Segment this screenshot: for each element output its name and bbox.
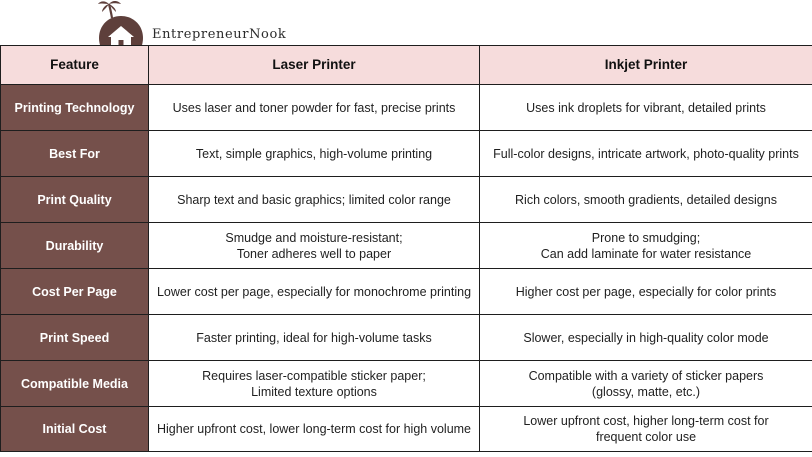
- laser-cell: [149, 269, 480, 315]
- inkjet-cell: [480, 131, 812, 177]
- table-row: [1, 177, 812, 223]
- inkjet-cell: [480, 361, 812, 407]
- cell-line: Higher upfront cost, lower long-term cost for high volume: [156, 422, 472, 436]
- cell-line: Sharp text and basic graphics; limited color range: [177, 192, 451, 207]
- cell-line: Requires laser-compatible sticker paper;: [202, 368, 426, 383]
- table-row: [1, 85, 812, 131]
- laser-cell: [149, 223, 480, 269]
- cell-line: Can add laminate for water resistance: [540, 246, 752, 261]
- cell-line: Higher cost per page, especially for color prints: [515, 284, 777, 299]
- laser-cell: [149, 177, 480, 223]
- inkjet-cell: [480, 407, 812, 452]
- cell-line: Limited texture options: [251, 384, 377, 399]
- inkjet-cell: [480, 85, 812, 131]
- cell-line: Text, simple graphics, high-volume printing: [195, 146, 433, 161]
- header-laser-printer: Laser Printer: [149, 46, 480, 85]
- brand-header: [95, 0, 395, 46]
- feature-cell: Durability: [1, 223, 149, 269]
- cell-line: Toner adheres well to paper: [236, 246, 392, 261]
- feature-cell: Print Speed: [1, 315, 149, 361]
- cell-line: Slower, especially in high-quality color mode: [523, 330, 769, 345]
- header-feature: Feature: [1, 46, 149, 85]
- cell-line: Uses ink droplets for vibrant, detailed prints: [526, 100, 766, 115]
- cell-line: Lower cost per page, especially for monochrome printing: [156, 284, 472, 299]
- table-row: [1, 223, 812, 269]
- inkjet-cell: [480, 269, 812, 315]
- laser-cell: [149, 85, 480, 131]
- cell-line: Compatible with a variety of sticker papers: [528, 368, 764, 383]
- cell-line: Uses laser and toner powder for fast, precise prints: [172, 100, 456, 115]
- cell-line: Smudge and moisture-resistant;: [225, 230, 403, 245]
- cell-line: Prone to smudging;: [591, 230, 701, 245]
- table-row: [1, 361, 812, 407]
- laser-cell: [149, 361, 480, 407]
- cell-line: (glossy, matte, etc.): [591, 384, 701, 399]
- comparison-table: [0, 45, 812, 452]
- cell-line: Full-color designs, intricate artwork, photo-quality prints: [493, 146, 799, 161]
- cell-line: Faster printing, ideal for high-volume tasks: [196, 330, 432, 345]
- cell-line: Rich colors, smooth gradients, detailed designs: [515, 192, 777, 207]
- feature-cell: Initial Cost: [1, 407, 149, 452]
- inkjet-cell: [480, 315, 812, 361]
- brand-name: EntrepreneurNook: [152, 27, 287, 42]
- feature-cell: Compatible Media: [1, 361, 149, 407]
- laser-cell: [149, 315, 480, 361]
- cell-line: frequent color use: [595, 430, 697, 444]
- table-row: [1, 131, 812, 177]
- table-row: [1, 407, 812, 452]
- laser-cell: [149, 131, 480, 177]
- feature-cell: Printing Technology: [1, 85, 149, 131]
- table-header-row: [1, 46, 812, 85]
- header-inkjet-printer: Inkjet Printer: [480, 46, 812, 85]
- table-row: [1, 269, 812, 315]
- feature-cell: Print Quality: [1, 177, 149, 223]
- feature-cell: Cost Per Page: [1, 269, 149, 315]
- inkjet-cell: [480, 177, 812, 223]
- table-row: [1, 315, 812, 361]
- cell-line: Lower upfront cost, higher long-term cost for: [523, 414, 769, 428]
- inkjet-cell: [480, 223, 812, 269]
- feature-cell: Best For: [1, 131, 149, 177]
- laser-cell: [149, 407, 480, 452]
